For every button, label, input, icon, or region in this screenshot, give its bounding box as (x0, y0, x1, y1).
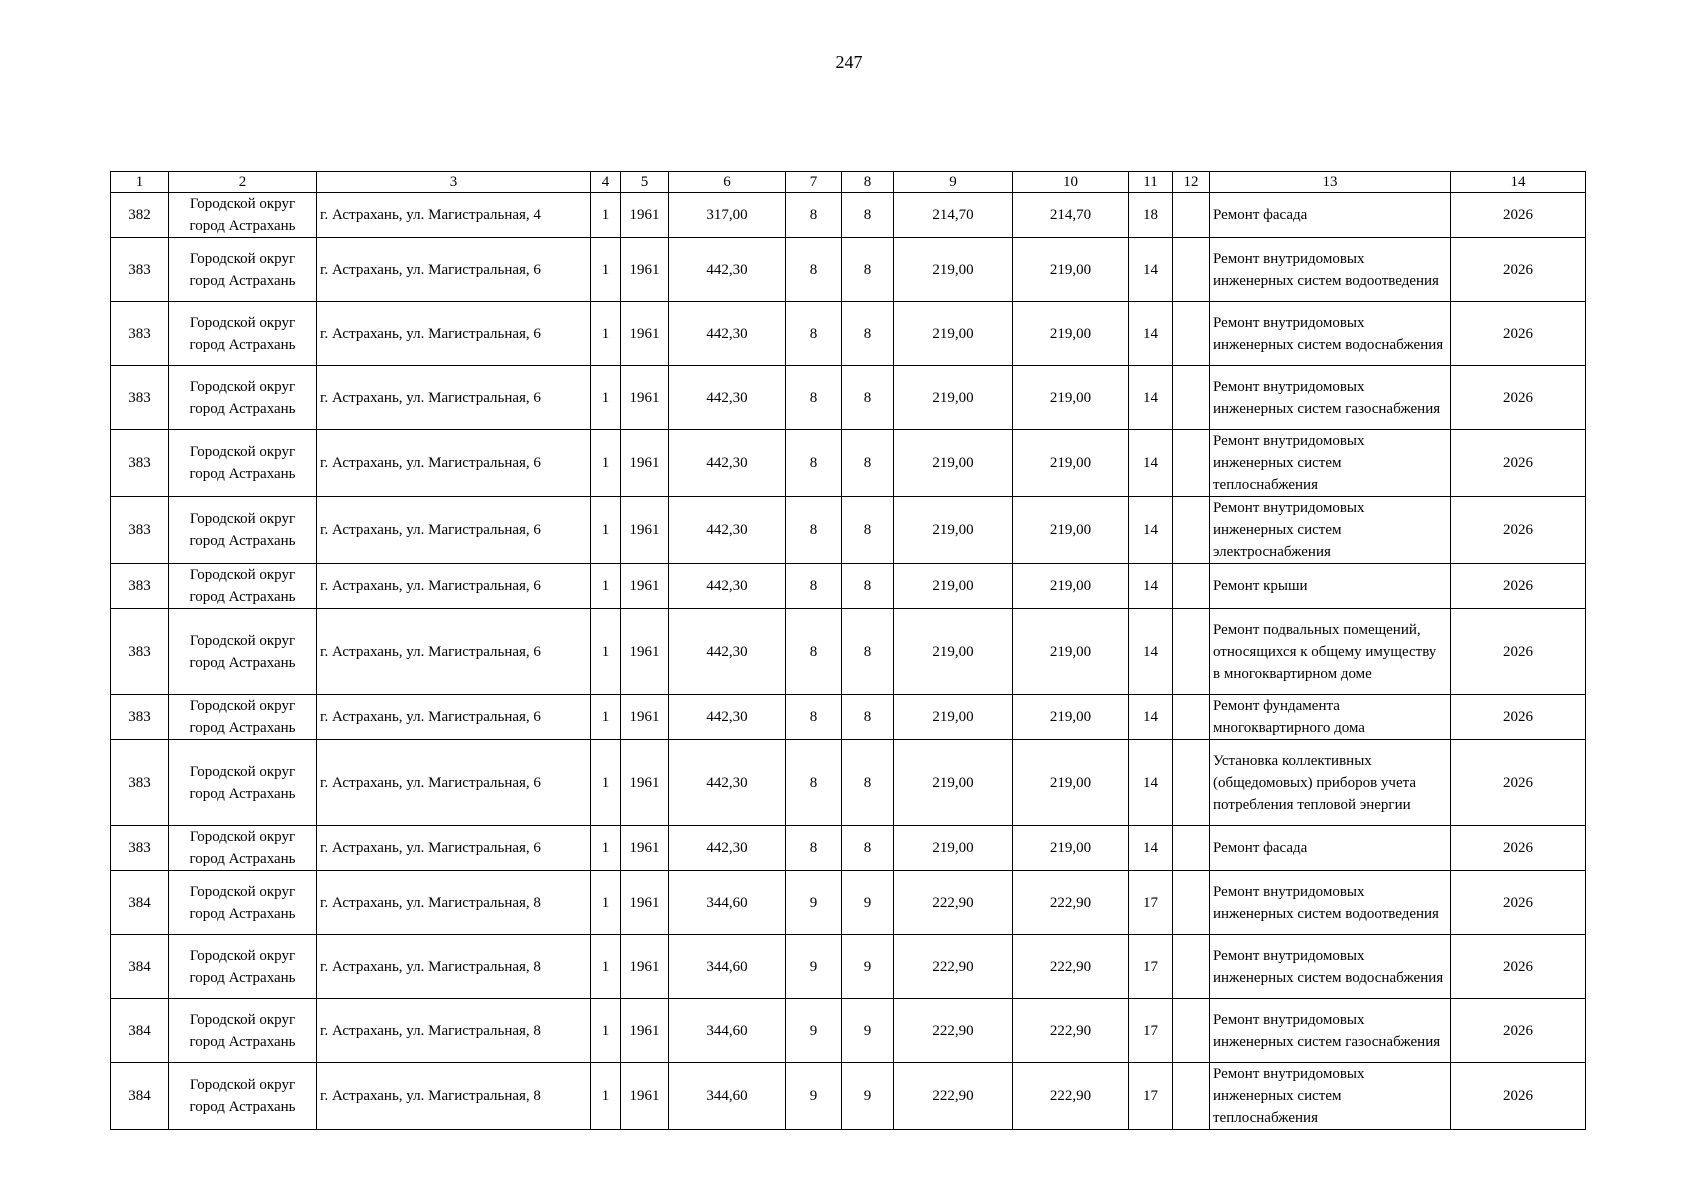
cell-col-9: 219,00 (894, 695, 1013, 740)
cell-col-11: 18 (1129, 193, 1173, 238)
cell-col-7: 9 (786, 935, 842, 999)
cell-address: г. Астрахань, ул. Магистральная, 8 (317, 935, 591, 999)
column-header: 7 (786, 172, 842, 193)
cell-address: г. Астрахань, ул. Магистральная, 8 (317, 999, 591, 1063)
cell-col-9: 219,00 (894, 564, 1013, 609)
cell-period: 2026 (1451, 430, 1586, 497)
cell-col-11: 17 (1129, 999, 1173, 1063)
cell-col-10: 219,00 (1013, 740, 1129, 826)
column-header: 14 (1451, 172, 1586, 193)
cell-col-7: 8 (786, 695, 842, 740)
cell-municipality: Городской округ город Астрахань (169, 999, 317, 1063)
cell-address: г. Астрахань, ул. Магистральная, 6 (317, 302, 591, 366)
cell-col-12 (1173, 430, 1210, 497)
cell-municipality: Городской округ город Астрахань (169, 826, 317, 871)
cell-col-12 (1173, 826, 1210, 871)
cell-col-12 (1173, 609, 1210, 695)
cell-work-type: Ремонт фасада (1210, 826, 1451, 871)
cell-col-10: 222,90 (1013, 935, 1129, 999)
cell-col-4: 1 (591, 935, 621, 999)
cell-col-12 (1173, 564, 1210, 609)
cell-col-12 (1173, 497, 1210, 564)
cell-row-number: 383 (111, 366, 169, 430)
cell-work-type: Установка коллективных (общедомовых) приборов учета потребления тепловой энергии (1210, 740, 1451, 826)
column-header: 11 (1129, 172, 1173, 193)
cell-year: 1961 (621, 564, 669, 609)
cell-col-12 (1173, 740, 1210, 826)
cell-col-4: 1 (591, 1063, 621, 1130)
cell-col-4: 1 (591, 999, 621, 1063)
cell-address: г. Астрахань, ул. Магистральная, 8 (317, 1063, 591, 1130)
table-row (111, 1063, 1586, 1130)
cell-col-12 (1173, 238, 1210, 302)
cell-col-4: 1 (591, 695, 621, 740)
cell-col-10: 214,70 (1013, 193, 1129, 238)
cell-work-type: Ремонт внутридомовых инженерных систем теплоснабжения (1210, 1063, 1451, 1130)
cell-col-11: 14 (1129, 695, 1173, 740)
cell-col-8: 9 (842, 935, 894, 999)
cell-address: г. Астрахань, ул. Магистральная, 6 (317, 497, 591, 564)
cell-col-9: 219,00 (894, 740, 1013, 826)
cell-address: г. Астрахань, ул. Магистральная, 8 (317, 871, 591, 935)
cell-col-11: 14 (1129, 826, 1173, 871)
cell-col-7: 8 (786, 564, 842, 609)
cell-col-8: 8 (842, 497, 894, 564)
cell-period: 2026 (1451, 193, 1586, 238)
cell-col-9: 219,00 (894, 497, 1013, 564)
cell-col-10: 219,00 (1013, 695, 1129, 740)
cell-col-9: 222,90 (894, 1063, 1013, 1130)
cell-col-9: 222,90 (894, 871, 1013, 935)
cell-col-8: 8 (842, 430, 894, 497)
cell-municipality: Городской округ город Астрахань (169, 695, 317, 740)
cell-col-11: 14 (1129, 564, 1173, 609)
cell-col-4: 1 (591, 871, 621, 935)
cell-col-10: 219,00 (1013, 366, 1129, 430)
cell-period: 2026 (1451, 366, 1586, 430)
column-header: 3 (317, 172, 591, 193)
cell-col-12 (1173, 935, 1210, 999)
column-header: 6 (669, 172, 786, 193)
cell-municipality: Городской округ город Астрахань (169, 193, 317, 238)
cell-col-4: 1 (591, 366, 621, 430)
cell-col-7: 8 (786, 302, 842, 366)
cell-total-area: 442,30 (669, 826, 786, 871)
cell-col-4: 1 (591, 564, 621, 609)
cell-col-12 (1173, 193, 1210, 238)
cell-total-area: 442,30 (669, 238, 786, 302)
cell-work-type: Ремонт внутридомовых инженерных систем газоснабжения (1210, 999, 1451, 1063)
cell-col-8: 8 (842, 564, 894, 609)
cell-col-12 (1173, 302, 1210, 366)
table-row (111, 871, 1586, 935)
cell-municipality: Городской округ город Астрахань (169, 1063, 317, 1130)
cell-col-9: 222,90 (894, 999, 1013, 1063)
cell-total-area: 442,30 (669, 740, 786, 826)
cell-col-7: 8 (786, 366, 842, 430)
page-number: 247 (835, 52, 863, 72)
cell-col-8: 8 (842, 826, 894, 871)
cell-col-11: 14 (1129, 238, 1173, 302)
cell-work-type: Ремонт подвальных помещений, относящихся к общему имуществу в многоквартирном доме (1210, 609, 1451, 695)
cell-municipality: Городской округ город Астрахань (169, 430, 317, 497)
cell-row-number: 384 (111, 871, 169, 935)
cell-period: 2026 (1451, 999, 1586, 1063)
cell-address: г. Астрахань, ул. Магистральная, 6 (317, 740, 591, 826)
cell-col-11: 17 (1129, 1063, 1173, 1130)
cell-col-10: 222,90 (1013, 1063, 1129, 1130)
cell-row-number: 383 (111, 695, 169, 740)
table-row (111, 999, 1586, 1063)
cell-col-4: 1 (591, 430, 621, 497)
cell-work-type: Ремонт внутридомовых инженерных систем теплоснабжения (1210, 430, 1451, 497)
cell-total-area: 344,60 (669, 935, 786, 999)
cell-period: 2026 (1451, 871, 1586, 935)
table-row (111, 497, 1586, 564)
cell-total-area: 344,60 (669, 1063, 786, 1130)
cell-col-10: 222,90 (1013, 871, 1129, 935)
cell-year: 1961 (621, 430, 669, 497)
cell-period: 2026 (1451, 740, 1586, 826)
cell-col-9: 222,90 (894, 935, 1013, 999)
cell-year: 1961 (621, 871, 669, 935)
column-header: 2 (169, 172, 317, 193)
cell-year: 1961 (621, 609, 669, 695)
cell-period: 2026 (1451, 302, 1586, 366)
cell-col-11: 17 (1129, 871, 1173, 935)
cell-col-11: 14 (1129, 740, 1173, 826)
table-row (111, 366, 1586, 430)
cell-period: 2026 (1451, 935, 1586, 999)
cell-row-number: 384 (111, 935, 169, 999)
cell-col-4: 1 (591, 497, 621, 564)
cell-col-4: 1 (591, 193, 621, 238)
cell-period: 2026 (1451, 238, 1586, 302)
cell-year: 1961 (621, 1063, 669, 1130)
cell-work-type: Ремонт внутридомовых инженерных систем газоснабжения (1210, 366, 1451, 430)
cell-col-8: 9 (842, 871, 894, 935)
table-row (111, 193, 1586, 238)
cell-year: 1961 (621, 935, 669, 999)
cell-col-4: 1 (591, 740, 621, 826)
cell-work-type: Ремонт внутридомовых инженерных систем электроснабжения (1210, 497, 1451, 564)
table-row (111, 609, 1586, 695)
cell-period: 2026 (1451, 826, 1586, 871)
cell-total-area: 442,30 (669, 302, 786, 366)
cell-col-10: 219,00 (1013, 497, 1129, 564)
cell-col-10: 219,00 (1013, 609, 1129, 695)
column-header: 5 (621, 172, 669, 193)
cell-col-12 (1173, 999, 1210, 1063)
cell-col-7: 9 (786, 999, 842, 1063)
column-header: 1 (111, 172, 169, 193)
cell-col-7: 8 (786, 193, 842, 238)
cell-work-type: Ремонт фундамента многоквартирного дома (1210, 695, 1451, 740)
cell-col-7: 8 (786, 826, 842, 871)
cell-col-7: 8 (786, 497, 842, 564)
cell-address: г. Астрахань, ул. Магистральная, 6 (317, 564, 591, 609)
table-row (111, 740, 1586, 826)
cell-year: 1961 (621, 826, 669, 871)
cell-col-7: 8 (786, 430, 842, 497)
cell-period: 2026 (1451, 1063, 1586, 1130)
cell-col-8: 9 (842, 1063, 894, 1130)
cell-work-type: Ремонт внутридомовых инженерных систем водоотведения (1210, 871, 1451, 935)
cell-col-9: 219,00 (894, 238, 1013, 302)
cell-col-12 (1173, 871, 1210, 935)
cell-col-11: 14 (1129, 497, 1173, 564)
cell-col-11: 14 (1129, 609, 1173, 695)
cell-col-8: 8 (842, 193, 894, 238)
cell-col-7: 9 (786, 871, 842, 935)
cell-row-number: 384 (111, 999, 169, 1063)
cell-col-7: 8 (786, 740, 842, 826)
cell-col-7: 9 (786, 1063, 842, 1130)
cell-year: 1961 (621, 238, 669, 302)
cell-col-8: 8 (842, 740, 894, 826)
column-header: 12 (1173, 172, 1210, 193)
cell-row-number: 382 (111, 193, 169, 238)
cell-col-10: 222,90 (1013, 999, 1129, 1063)
cell-year: 1961 (621, 497, 669, 564)
cell-total-area: 317,00 (669, 193, 786, 238)
cell-municipality: Городской округ город Астрахань (169, 871, 317, 935)
cell-period: 2026 (1451, 695, 1586, 740)
cell-year: 1961 (621, 302, 669, 366)
cell-row-number: 383 (111, 430, 169, 497)
cell-col-8: 8 (842, 695, 894, 740)
cell-year: 1961 (621, 695, 669, 740)
cell-address: г. Астрахань, ул. Магистральная, 6 (317, 430, 591, 497)
cell-col-10: 219,00 (1013, 302, 1129, 366)
cell-col-9: 219,00 (894, 302, 1013, 366)
cell-period: 2026 (1451, 497, 1586, 564)
column-header: 9 (894, 172, 1013, 193)
cell-col-4: 1 (591, 609, 621, 695)
cell-total-area: 442,30 (669, 564, 786, 609)
cell-row-number: 384 (111, 1063, 169, 1130)
cell-row-number: 383 (111, 564, 169, 609)
cell-col-4: 1 (591, 826, 621, 871)
table-row (111, 564, 1586, 609)
column-header: 4 (591, 172, 621, 193)
cell-period: 2026 (1451, 564, 1586, 609)
cell-row-number: 383 (111, 302, 169, 366)
cell-col-11: 14 (1129, 366, 1173, 430)
cell-address: г. Астрахань, ул. Магистральная, 6 (317, 366, 591, 430)
cell-col-10: 219,00 (1013, 430, 1129, 497)
cell-address: г. Астрахань, ул. Магистральная, 4 (317, 193, 591, 238)
cell-col-10: 219,00 (1013, 238, 1129, 302)
table-row (111, 238, 1586, 302)
cell-col-9: 219,00 (894, 366, 1013, 430)
cell-municipality: Городской округ город Астрахань (169, 302, 317, 366)
cell-year: 1961 (621, 999, 669, 1063)
cell-address: г. Астрахань, ул. Магистральная, 6 (317, 609, 591, 695)
cell-col-9: 219,00 (894, 430, 1013, 497)
cell-municipality: Городской округ город Астрахань (169, 497, 317, 564)
cell-col-8: 9 (842, 999, 894, 1063)
column-header: 10 (1013, 172, 1129, 193)
cell-col-12 (1173, 695, 1210, 740)
cell-year: 1961 (621, 193, 669, 238)
cell-col-7: 8 (786, 238, 842, 302)
cell-row-number: 383 (111, 497, 169, 564)
cell-year: 1961 (621, 366, 669, 430)
cell-address: г. Астрахань, ул. Магистральная, 6 (317, 238, 591, 302)
cell-col-8: 8 (842, 302, 894, 366)
cell-total-area: 442,30 (669, 695, 786, 740)
cell-col-9: 219,00 (894, 826, 1013, 871)
cell-col-4: 1 (591, 238, 621, 302)
cell-work-type: Ремонт внутридомовых инженерных систем водоснабжения (1210, 935, 1451, 999)
cell-total-area: 442,30 (669, 609, 786, 695)
cell-work-type: Ремонт фасада (1210, 193, 1451, 238)
cell-municipality: Городской округ город Астрахань (169, 366, 317, 430)
cell-row-number: 383 (111, 609, 169, 695)
cell-total-area: 442,30 (669, 497, 786, 564)
cell-col-8: 8 (842, 609, 894, 695)
cell-col-9: 219,00 (894, 609, 1013, 695)
cell-col-12 (1173, 1063, 1210, 1130)
column-number-row (111, 172, 1586, 193)
cell-work-type: Ремонт внутридомовых инженерных систем водоотведения (1210, 238, 1451, 302)
cell-col-11: 14 (1129, 430, 1173, 497)
column-header: 8 (842, 172, 894, 193)
cell-year: 1961 (621, 740, 669, 826)
cell-municipality: Городской округ город Астрахань (169, 935, 317, 999)
cell-total-area: 344,60 (669, 871, 786, 935)
cell-address: г. Астрахань, ул. Магистральная, 6 (317, 826, 591, 871)
cell-total-area: 344,60 (669, 999, 786, 1063)
cell-period: 2026 (1451, 609, 1586, 695)
cell-col-10: 219,00 (1013, 564, 1129, 609)
cell-col-11: 14 (1129, 302, 1173, 366)
cell-municipality: Городской округ город Астрахань (169, 740, 317, 826)
cell-address: г. Астрахань, ул. Магистральная, 6 (317, 695, 591, 740)
cell-col-8: 8 (842, 366, 894, 430)
cell-total-area: 442,30 (669, 430, 786, 497)
cell-row-number: 383 (111, 238, 169, 302)
cell-work-type: Ремонт внутридомовых инженерных систем водоснабжения (1210, 302, 1451, 366)
table-row (111, 430, 1586, 497)
cell-municipality: Городской округ город Астрахань (169, 609, 317, 695)
cell-municipality: Городской округ город Астрахань (169, 238, 317, 302)
cell-row-number: 383 (111, 826, 169, 871)
cell-work-type: Ремонт крыши (1210, 564, 1451, 609)
table-row (111, 935, 1586, 999)
capital-repair-table (110, 171, 1586, 1130)
cell-row-number: 383 (111, 740, 169, 826)
cell-col-10: 219,00 (1013, 826, 1129, 871)
cell-col-12 (1173, 366, 1210, 430)
cell-col-11: 17 (1129, 935, 1173, 999)
table-row (111, 302, 1586, 366)
table-row (111, 826, 1586, 871)
cell-municipality: Городской округ город Астрахань (169, 564, 317, 609)
column-header: 13 (1210, 172, 1451, 193)
table-row (111, 695, 1586, 740)
cell-total-area: 442,30 (669, 366, 786, 430)
cell-col-8: 8 (842, 238, 894, 302)
cell-col-9: 214,70 (894, 193, 1013, 238)
table-body (111, 193, 1586, 1130)
cell-col-4: 1 (591, 302, 621, 366)
cell-col-7: 8 (786, 609, 842, 695)
